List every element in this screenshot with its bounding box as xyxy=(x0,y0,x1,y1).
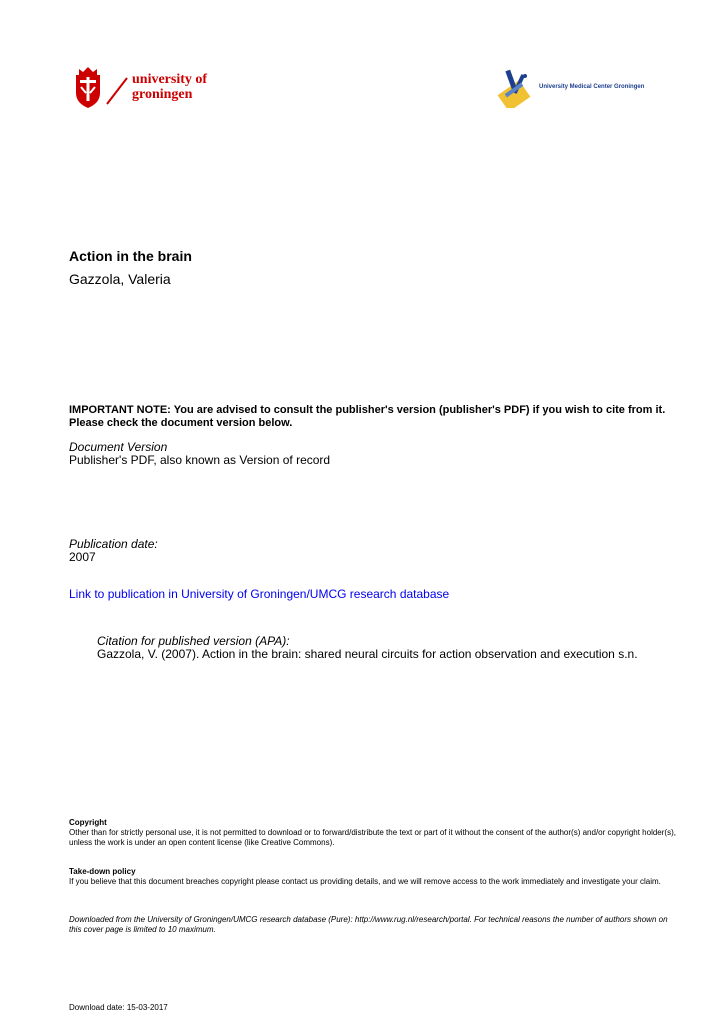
publication-date-label: Publication date: xyxy=(69,537,158,551)
document-author: Gazzola, Valeria xyxy=(69,271,171,287)
publication-link[interactable]: Link to publication in University of Groningen/UMCG research database xyxy=(69,587,450,601)
umcg-wordmark: University Medical Center Groningen xyxy=(539,84,645,90)
citation-value: Gazzola, V. (2007). Action in the brain: shared neural circuits for action observation and execution s.n. xyxy=(97,647,638,661)
takedown-block xyxy=(69,867,679,887)
citation-block xyxy=(97,635,638,661)
university-wordmark: university of groningen xyxy=(132,72,208,102)
publication-date-value: 2007 xyxy=(69,550,96,564)
download-date: Download date: 15-03-2017 xyxy=(69,1003,168,1012)
important-note: IMPORTANT NOTE: You are advised to consult the publisher's version (publisher's PDF) if you wish to cite from it. Please check the document version below. xyxy=(69,404,666,429)
copyright-text: Other than for strictly personal use, it is not permitted to download or to forward/distribute the text or part of it without the consent of the author(s) and/or copyright holder(s), unless the work is under an open content license (like Creative Commons). xyxy=(69,828,676,847)
takedown-text: If you believe that this document breaches copyright please contact us providing details, and we will remove access to the work immediately and investigate your claim. xyxy=(69,877,661,886)
umcg-logo xyxy=(497,66,537,108)
copyright-block xyxy=(69,818,679,848)
publication-date-block xyxy=(69,538,158,564)
citation-label: Citation for published version (APA): xyxy=(97,634,290,648)
takedown-heading: Take-down policy xyxy=(69,867,136,876)
document-version-block xyxy=(69,441,330,467)
document-version-label: Document Version xyxy=(69,440,168,454)
downloaded-from-note: Downloaded from the University of Groningen/UMCG research database (Pure): http://www.rug.nl/research/portal. For technical reasons the number of authors shown on this cover page is limited to 10 maximum. xyxy=(69,915,668,934)
copyright-heading: Copyright xyxy=(69,818,107,827)
document-version-value: Publisher's PDF, also known as Version of record xyxy=(69,453,331,467)
document-title: Action in the brain xyxy=(69,248,192,264)
